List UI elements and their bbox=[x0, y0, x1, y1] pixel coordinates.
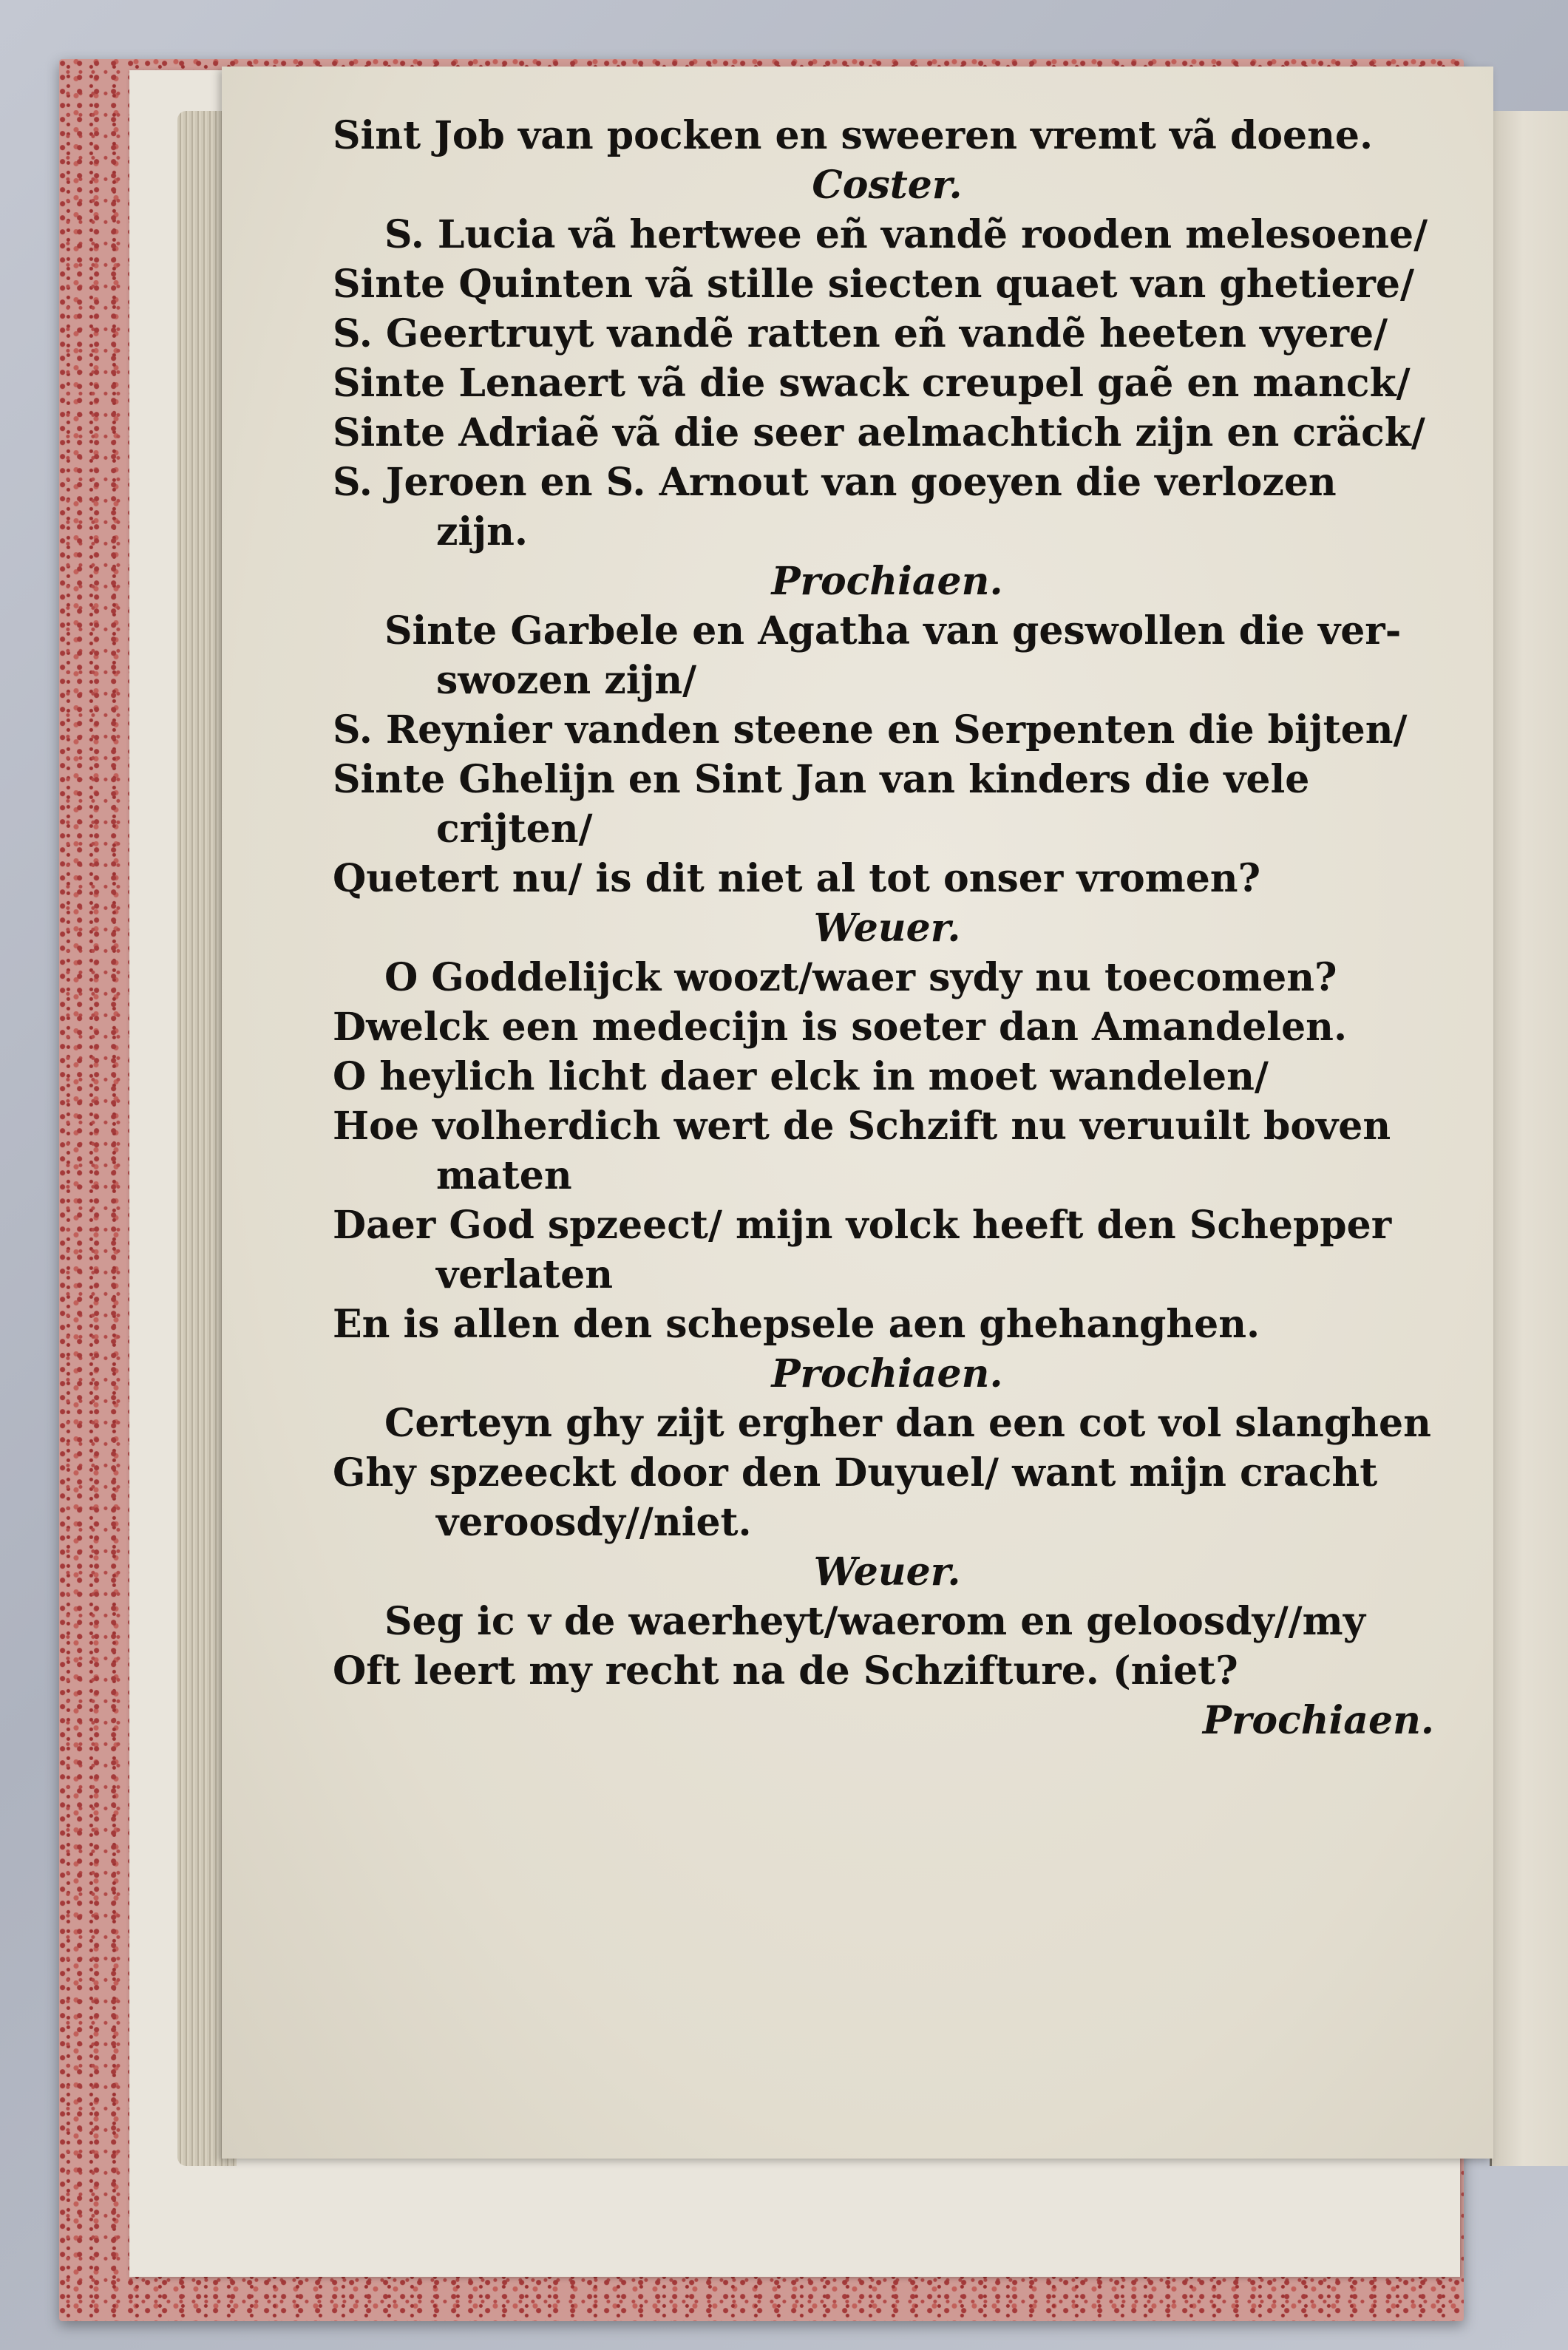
text-line: Sint Job van pocken en sweeren vremt vã doene. bbox=[333, 113, 1374, 158]
text-line: S. Reynier vanden steene en Serpenten die bijten/ bbox=[333, 707, 1408, 753]
text-line: O Goddelijck woozt/waer sydy nu toecomen? bbox=[384, 955, 1337, 1000]
speaker-heading: Prochiaen. bbox=[771, 559, 1003, 604]
speaker-heading: Weuer. bbox=[813, 906, 961, 951]
text-line: Certeyn ghy zijt ergher dan een cot vol slanghen bbox=[384, 1401, 1431, 1446]
speaker-heading: Prochiaen. bbox=[1202, 1698, 1434, 1743]
speaker-heading: Coster. bbox=[812, 163, 963, 208]
text-line: veroosdy//niet. bbox=[436, 1500, 752, 1545]
text-line: crijten/ bbox=[436, 806, 593, 852]
text-line: maten bbox=[436, 1153, 572, 1198]
text-line: S. Geertruyt vandẽ ratten eñ vandẽ heeten vyere/ bbox=[333, 311, 1388, 356]
text-line: Sinte Quinten vã stille siecten quaet van ghetiere/ bbox=[333, 262, 1415, 307]
text-line: Oft leert my recht na de Schzifture. (niet? bbox=[333, 1648, 1238, 1694]
text-line: Sinte Ghelijn en Sint Jan van kinders die vele bbox=[333, 757, 1310, 802]
text-line: O heylich licht daer elck in moet wandelen/ bbox=[333, 1054, 1269, 1099]
text-line: Dwelck een medecijn is soeter dan Amandelen. bbox=[333, 1005, 1348, 1050]
text-line: Hoe volherdich wert de Schzift nu veruuilt boven bbox=[333, 1104, 1391, 1149]
text-line: Sinte Adriaẽ vã die seer aelmachtich zijn en cräck/ bbox=[333, 410, 1425, 455]
text-line: S. Jeroen en S. Arnout van goeyen die verlozen bbox=[333, 460, 1337, 505]
text-line: swozen zijn/ bbox=[436, 658, 697, 703]
text-line: Daer God spzeect/ mijn volck heeft den Schepper bbox=[333, 1203, 1392, 1248]
text-line: Sinte Garbele en Agatha van geswollen die ver- bbox=[384, 608, 1402, 653]
text-line: Seg ic v de waerheyt/waerom en geloosdy//my bbox=[384, 1599, 1365, 1644]
text-line: Quetert nu/ is dit niet al tot onser vromen? bbox=[333, 856, 1261, 901]
book-page bbox=[222, 67, 1493, 2159]
verse-text bbox=[333, 111, 1442, 1745]
text-line: verlaten bbox=[436, 1252, 614, 1297]
text-line: S. Lucia vã hertwee eñ vandẽ rooden melesoene/ bbox=[384, 212, 1428, 257]
text-line: En is allen den schepsele aen ghehanghen. bbox=[333, 1302, 1260, 1347]
speaker-heading: Weuer. bbox=[813, 1549, 961, 1595]
text-line: zijn. bbox=[436, 509, 529, 554]
speaker-heading: Prochiaen. bbox=[771, 1351, 1003, 1396]
facing-page-edge bbox=[1490, 111, 1568, 2166]
text-line: Ghy spzeeckt door den Duyuel/ want mijn cracht bbox=[333, 1450, 1378, 1495]
text-line: Sinte Lenaert vã die swack creupel gaẽ en manck/ bbox=[333, 361, 1411, 406]
